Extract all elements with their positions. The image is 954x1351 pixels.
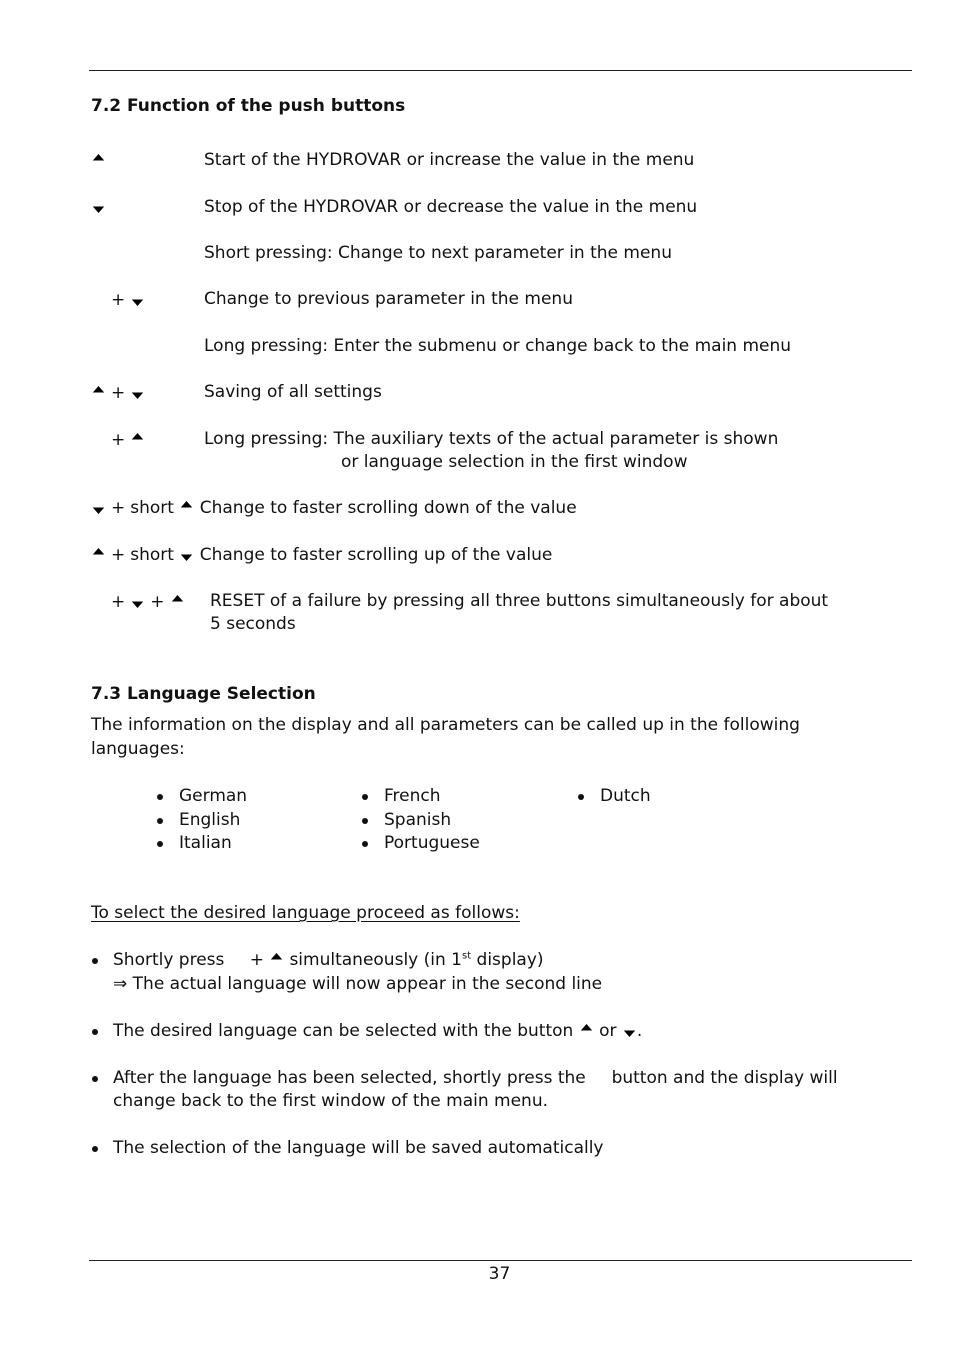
down-arrow-icon (130, 593, 145, 610)
step-text: button and the display will (611, 1068, 838, 1088)
function-desc-fast-down: Change to faster scrolling down of the value (199, 498, 577, 518)
function-desc-fast-up: Change to faster scrolling up of the value (199, 545, 553, 565)
bullet-icon (92, 1076, 98, 1082)
page-number: 37 (488, 1264, 511, 1284)
section-heading-7-3: 7.3 Language Selection (91, 684, 316, 704)
section-heading-7-2: 7.2 Function of the push buttons (91, 96, 406, 116)
bullet-icon (92, 958, 98, 964)
bullet-icon (92, 1146, 98, 1152)
star-icon (591, 1069, 606, 1086)
up-arrow-icon (269, 951, 284, 968)
plus-sign: + (111, 545, 126, 565)
fast-scroll-down-line (91, 497, 577, 520)
function-desc-submenu: Long pressing: Enter the submenu or change back to the main menu (204, 336, 792, 356)
step-auto-save: The selection of the language will be saved automatically (113, 1138, 604, 1158)
step-text: Shortly press (113, 950, 225, 970)
plus-sign: + (111, 498, 126, 518)
step-shortly-press (113, 949, 544, 972)
down-arrow-icon (130, 291, 145, 308)
fast-scroll-up-line (91, 544, 552, 567)
bullet-icon (157, 841, 163, 847)
plus-sign: + (111, 290, 126, 310)
language-item: Portuguese (384, 833, 480, 853)
down-arrow-icon (622, 1022, 637, 1039)
down-arrow-icon (91, 499, 106, 516)
button-combo-up-down (91, 382, 145, 405)
function-desc-aux-texts: Long pressing: The auxiliary texts of the actual parameter is shown (204, 429, 779, 449)
star-icon (91, 245, 106, 262)
bullet-icon (92, 1029, 98, 1035)
up-arrow-icon (130, 431, 145, 448)
button-combo-star-long (91, 336, 106, 359)
step-text: After the language has been selected, shortly press the (113, 1068, 586, 1088)
bullet-icon (362, 841, 368, 847)
up-arrow-icon (579, 1022, 594, 1039)
button-combo-star-up (91, 429, 145, 452)
step-text: The desired language can be selected with the button (113, 1021, 574, 1041)
down-arrow-icon (179, 546, 194, 563)
step-text: or (599, 1021, 617, 1041)
down-arrow-icon (130, 384, 145, 401)
language-item: French (384, 786, 441, 806)
header-rule (89, 70, 912, 71)
button-combo-up (91, 150, 106, 173)
footer-rule (89, 1260, 912, 1261)
procedure-title: To select the desired language proceed as follows: (91, 903, 520, 923)
language-item: German (179, 786, 248, 806)
step-text: display) (471, 950, 544, 970)
step-text: The actual language will now appear in the second line (132, 974, 603, 994)
function-desc-start: Start of the HYDROVAR or increase the value in the menu (204, 150, 695, 170)
up-arrow-icon (91, 152, 106, 169)
short-label: short (130, 498, 174, 518)
bullet-icon (578, 794, 584, 800)
language-item: English (179, 810, 241, 830)
up-arrow-icon (179, 499, 194, 516)
button-combo-star-down (91, 289, 145, 312)
implies-arrow-icon: ⇒ (113, 974, 128, 994)
step-select-language (113, 1020, 642, 1043)
function-desc-stop: Stop of the HYDROVAR or decrease the value in the menu (204, 197, 698, 217)
bullet-icon (362, 794, 368, 800)
language-item: Spanish (384, 810, 452, 830)
up-arrow-icon (170, 593, 185, 610)
star-icon (91, 593, 106, 610)
bullet-icon (157, 794, 163, 800)
button-combo-down (91, 196, 106, 219)
button-combo-reset (91, 591, 185, 614)
bullet-icon (157, 818, 163, 824)
plus-sign: + (111, 430, 126, 450)
step-confirm (113, 1067, 838, 1090)
star-icon (91, 291, 106, 308)
plus-sign: + (111, 383, 126, 403)
step-result-line (113, 973, 602, 996)
function-desc-aux-texts-line2: or language selection in the first window (341, 452, 688, 472)
function-desc-save: Saving of all settings (204, 382, 382, 402)
up-arrow-icon (91, 546, 106, 563)
function-desc-reset: RESET of a failure by pressing all three buttons simultaneously for about (210, 591, 829, 611)
star-icon (91, 338, 106, 355)
language-item: Italian (179, 833, 232, 853)
short-label: short (130, 545, 174, 565)
step-text: . (636, 1021, 643, 1041)
language-intro-line2: languages: (91, 739, 185, 759)
up-arrow-icon (91, 384, 106, 401)
bullet-icon (362, 818, 368, 824)
function-desc-prev-param: Change to previous parameter in the menu (204, 289, 573, 309)
language-intro-line1: The information on the display and all parameters can be called up in the following (91, 715, 800, 735)
language-item: Dutch (600, 786, 651, 806)
down-arrow-icon (91, 198, 106, 215)
function-desc-reset-line2: 5 seconds (210, 614, 296, 634)
superscript: st (461, 950, 472, 962)
plus-sign: + (150, 592, 165, 612)
function-desc-next-param: Short pressing: Change to next parameter in the menu (204, 243, 672, 263)
star-icon (91, 431, 106, 448)
star-icon (230, 951, 245, 968)
step-confirm-line2: change back to the first window of the main menu. (113, 1091, 549, 1111)
plus-sign: + (249, 950, 265, 970)
plus-sign: + (111, 592, 126, 612)
step-text: simultaneously (in 1 (289, 950, 462, 970)
button-combo-star-short (91, 243, 106, 266)
